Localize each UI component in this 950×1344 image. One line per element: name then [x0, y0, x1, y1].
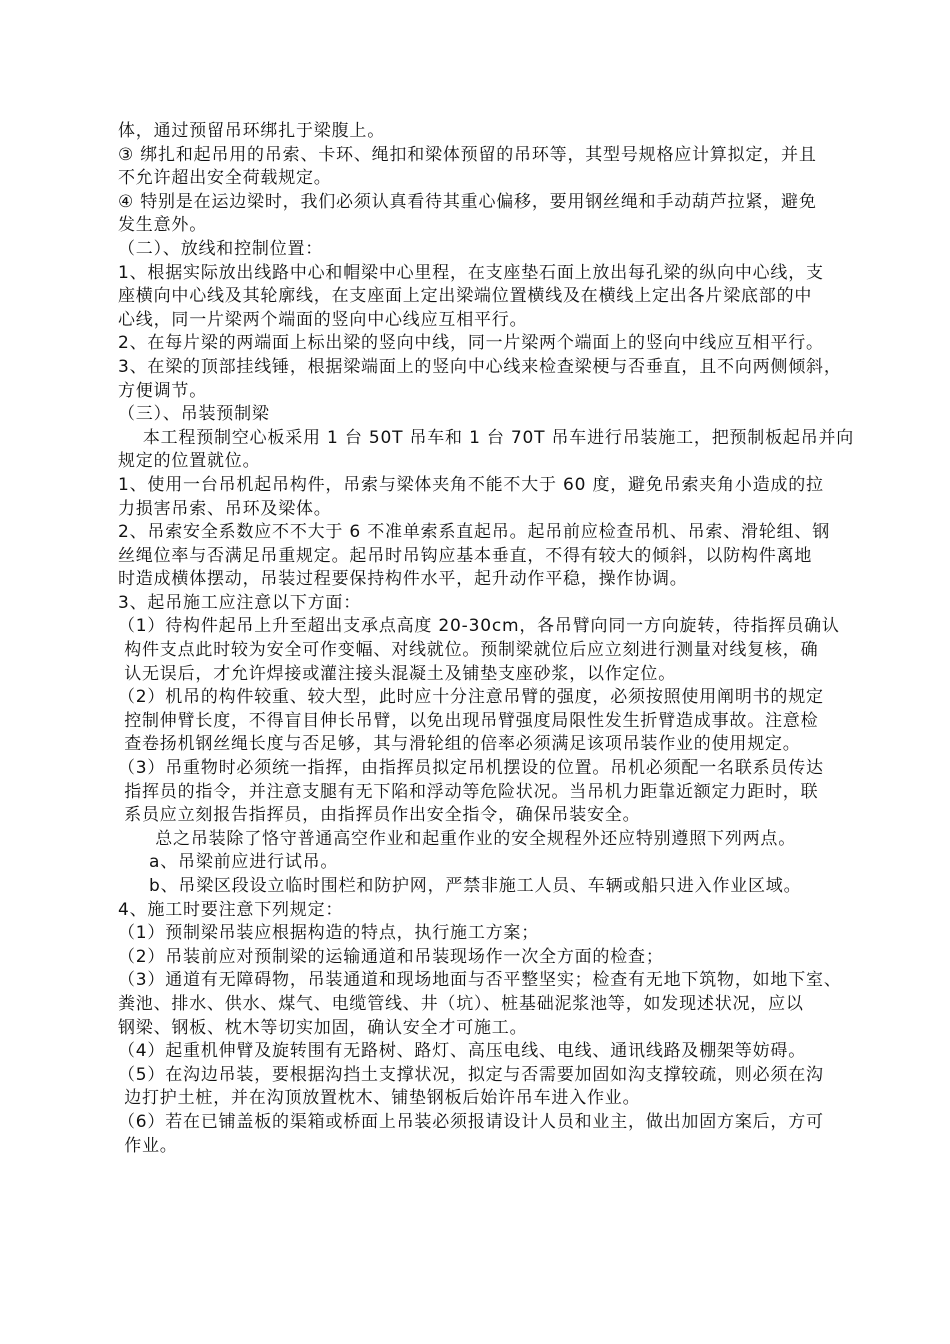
text-line: 指挥员的指令，并注意支腿有无下陷和浮动等危险状况。当吊机力距靠近额定力距时，联	[118, 781, 819, 802]
text-line: （1）待构件起吊上升至超出支承点高度 20-30cm，各吊臂向同一方向旋转，待指挥员确认	[118, 616, 840, 637]
text-line: 发生意外。	[118, 215, 207, 236]
text-line: 方便调节。	[118, 380, 207, 401]
text-line: 丝绳位率与否满足吊重规定。起吊时吊钩应基本垂直，不得有较大的倾斜，以防构件离地	[118, 545, 813, 566]
text-line: 边打护土桩，并在沟顶放置枕木、铺垫钢板后始许吊车进入作业。	[118, 1088, 641, 1109]
text-line: b、吊梁区段设立临时围栏和防护网，严禁非施工人员、车辆或船只进入作业区域。	[118, 876, 802, 896]
text-line: a、吊梁前应进行试吊。	[118, 852, 339, 873]
text-line: 时造成横体摆动，吊装过程要保持构件水平，起升动作平稳，操作协调。	[118, 569, 688, 590]
text-line: （5）在沟边吊装，要根据沟挡土支撑状况，拟定与否需要加固如沟支撑较疏，则必须在沟	[118, 1064, 824, 1085]
text-line: 1、使用一台吊机起吊构件，吊索与梁体夹角不能不大于 60 度，避免吊索夹角小造成的拉	[118, 474, 824, 495]
text-line: 3、在梁的顶部挂线锤，根据梁端面上的竖向中心线来检查梁梗与否垂直，且不向两侧倾斜，	[118, 356, 842, 377]
text-line: ④ 特别是在运边梁时，我们必须认真看待其重心偏移，要用钢丝绳和手动葫芦拉紧，避免	[118, 191, 817, 212]
text-line: 总之吊装除了恪守普通高空作业和起重作业的安全规程外还应特别遵照下列两点。	[118, 828, 797, 849]
text-line: 力损害吊索、吊环及梁体。	[118, 498, 332, 519]
text-line: （1）预制梁吊装应根据构造的特点，执行施工方案；	[118, 923, 540, 944]
text-line: 控制伸臂长度，不得盲目伸长吊臂，以免出现吊臂强度局限性发生折臂造成事故。注意检	[118, 710, 819, 731]
text-line: （4）起重机伸臂及旋转围有无路树、路灯、高压电线、电线、通讯线路及棚架等妨碍。	[118, 1041, 807, 1062]
text-line: 1、根据实际放出线路中心和帽梁中心里程，在支座垫石面上放出每孔梁的纵向中心线，支	[118, 262, 824, 283]
text-line: 心线，同一片梁两个端面的竖向中心线应互相平行。	[118, 309, 528, 330]
text-line: 2、在每片梁的两端面上标出梁的竖向中线，同一片梁两个端面上的竖向中线应互相平行。	[118, 333, 824, 354]
text-line: 钢梁、钢板、枕木等切实加固，确认安全才可施工。	[118, 1017, 528, 1038]
text-line: 系员应立刻报告指挥员，由指挥员作出安全指令，确保吊装安全。	[118, 805, 641, 826]
text-line: ③ 绑扎和起吊用的吊索、卡环、绳扣和梁体预留的吊环等，其型号规格应计算拟定，并且	[118, 144, 817, 165]
text-line: 体，通过预留吊环绑扎于梁腹上。	[118, 121, 385, 141]
text-line: 4、施工时要注意下列规定：	[118, 899, 344, 920]
text-line: 认无误后，才允许焊接或灌注接头混凝土及铺垫支座砂浆，以作定位。	[118, 663, 677, 684]
text-line: 查卷扬机钢丝绳长度与否足够，其与滑轮组的倍率必须满足该项吊装作业的使用规定。	[118, 734, 801, 755]
text-line: 粪池、排水、供水、煤气、电缆管线、井（坑）、桩基础泥浆池等，如发现述状况，应以	[118, 993, 804, 1014]
text-line: 座横向中心线及其轮廓线，在支座面上定出梁端位置横线及在横线上定出各片梁底部的中	[118, 286, 813, 307]
text-line: （3）通道有无障碍物，吊装通道和现场地面与否平整坚实；检查有无地下筑物，如地下室、	[118, 970, 842, 991]
text-line: （6）若在已铺盖板的渠箱或桥面上吊装必须报请设计人员和业主，做出加固方案后，方可	[118, 1111, 824, 1132]
text-line: （2）吊装前应对预制梁的运输通道和吊装现场作一次全方面的检查；	[118, 946, 664, 967]
text-line: （二）、放线和控制位置：	[118, 238, 324, 259]
text-line: 2、吊索安全系数应不不大于 6 不准单索系直起吊。起吊前应检查吊机、吊索、滑轮组、钢	[118, 522, 831, 543]
text-line: 本工程预制空心板采用 1 台 50T 吊车和 1 台 70T 吊车进行吊装施工，把预制板起吊并向	[118, 427, 855, 448]
text-line: 不允许超出安全荷载规定。	[118, 168, 332, 189]
text-line: （2）机吊的构件较重、较大型，此时应十分注意吊臂的强度，必须按照使用阐明书的规定	[118, 687, 824, 708]
text-line: 作业。	[118, 1135, 178, 1156]
text-line: （3）吊重物时必须统一指挥，由指挥员拟定吊机摆设的位置。吊机必须配一名联系员传达	[118, 758, 824, 779]
document-page	[118, 120, 890, 1158]
text-line: 构件支点此时较为安全可作变幅、对线就位。预制梁就位后应立刻进行测量对线复核，确	[118, 640, 819, 661]
text-line: 3、起吊施工应注意以下方面：	[118, 592, 362, 613]
text-line: （三）、吊装预制梁	[118, 404, 270, 425]
text-line: 规定的位置就位。	[118, 451, 261, 472]
